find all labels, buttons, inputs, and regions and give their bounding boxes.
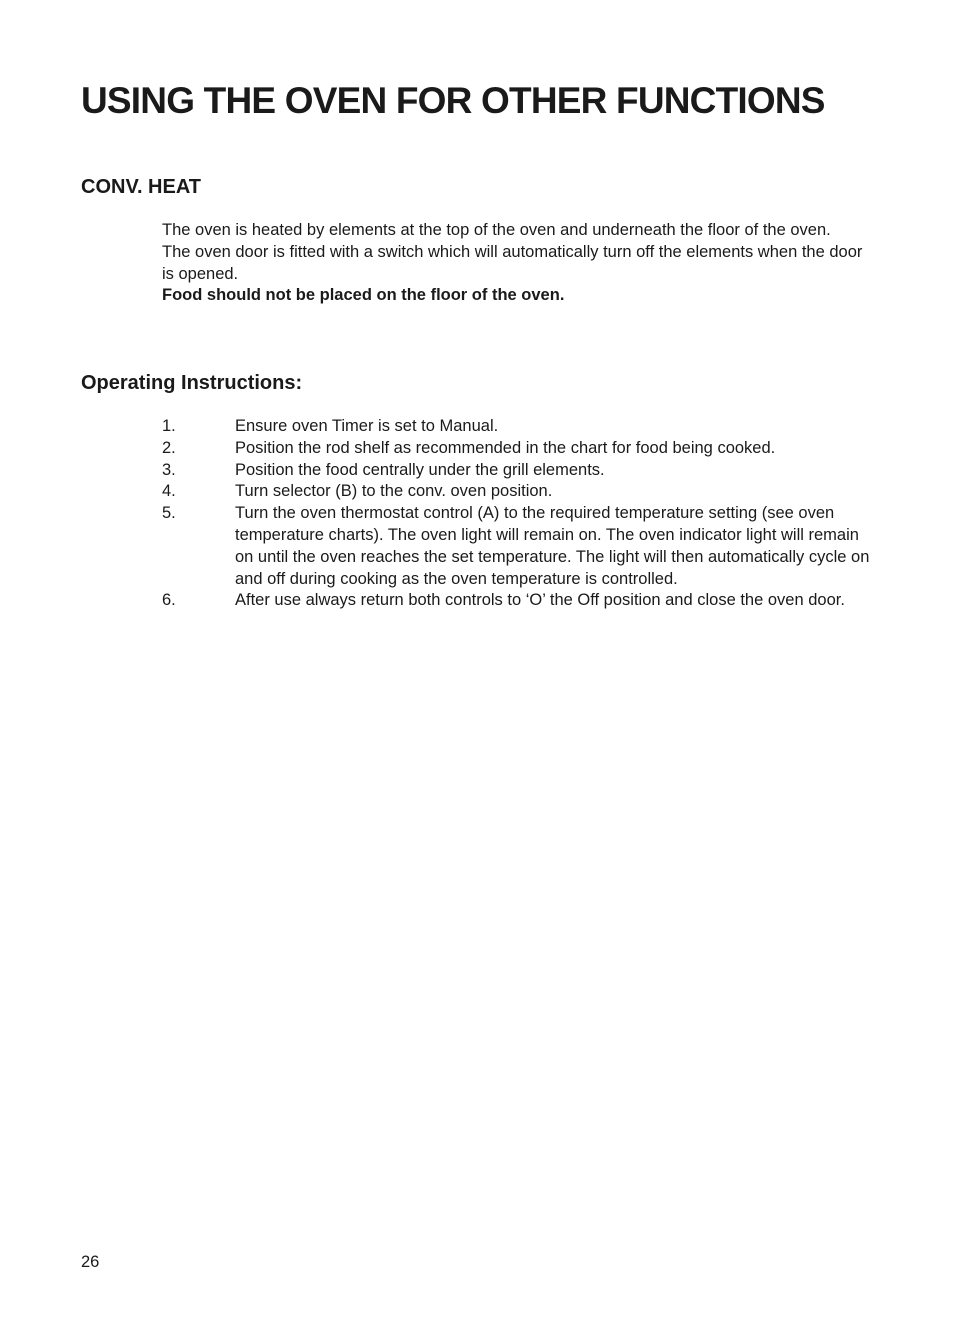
- step-number: 1.: [162, 417, 176, 435]
- step-item: [162, 503, 874, 590]
- step-text: After use always return both controls to ‘O’ the Off position and close the oven door.: [235, 591, 845, 610]
- step-item: [162, 416, 874, 438]
- step-number: 2.: [162, 438, 176, 457]
- conv-heat-warning: Food should not be placed on the floor of the oven.: [162, 286, 565, 305]
- step-text: Turn the oven thermostat control (A) to the required temperature setting (see oven temperature charts). The oven light will remain on. The oven indicator light will remain on until the oven reaches the set temperature. The light will then automatically cycle on and off during cooking as the oven temperature is controlled.: [235, 504, 870, 588]
- step-text: Ensure oven Timer is set to Manual.: [235, 417, 499, 435]
- step-item: [162, 590, 874, 612]
- step-number: 6.: [162, 591, 176, 610]
- step-item: [162, 438, 874, 460]
- step-number: 5.: [162, 504, 176, 523]
- conv-heat-heading: CONV. HEAT: [81, 176, 202, 198]
- conv-heat-paragraph-1: The oven is heated by elements at the top of the oven and underneath the floor of the oven.: [162, 221, 831, 239]
- step-number: 3.: [162, 460, 176, 479]
- conv-heat-description: [162, 220, 874, 307]
- step-number: 4.: [162, 482, 176, 501]
- operating-instructions-heading: Operating Instructions:: [81, 372, 303, 394]
- step-item: [162, 481, 874, 503]
- step-text: Turn selector (B) to the conv. oven position.: [235, 482, 553, 501]
- page-title: USING THE OVEN FOR OTHER FUNCTIONS: [81, 80, 825, 121]
- operating-steps-list: [162, 416, 874, 612]
- step-text: Position the rod shelf as recommended in the chart for food being cooked.: [235, 438, 776, 457]
- page-number: 26: [81, 1253, 100, 1271]
- step-text: Position the food centrally under the grill elements.: [235, 460, 605, 479]
- step-item: [162, 460, 874, 482]
- conv-heat-paragraph-2: The oven door is fitted with a switch which will automatically turn off the elements when the door is opened.: [162, 242, 863, 283]
